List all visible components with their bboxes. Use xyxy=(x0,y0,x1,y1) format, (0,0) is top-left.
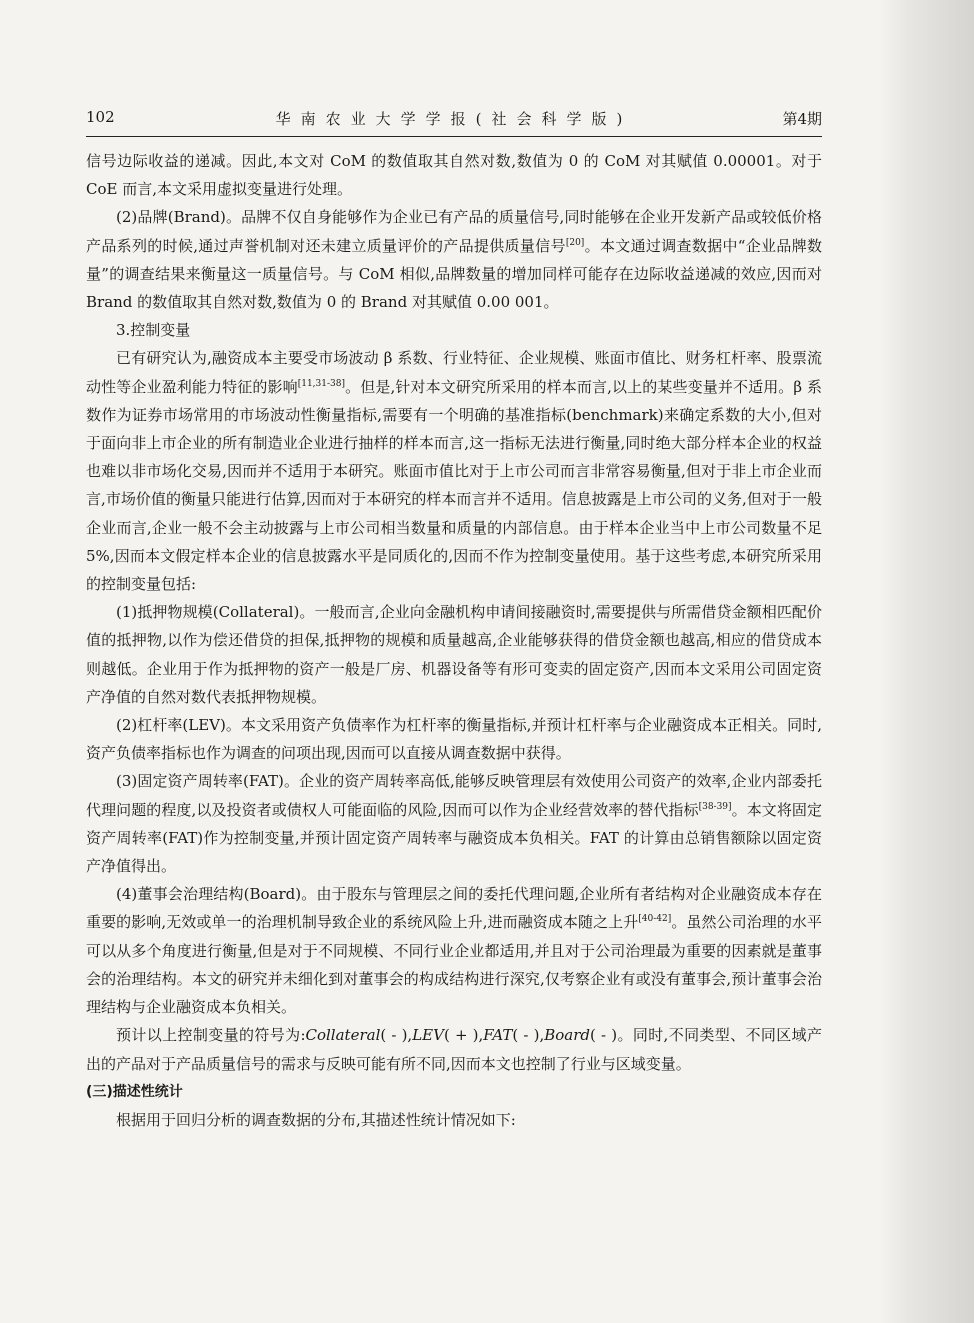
var-board: Board xyxy=(544,1026,591,1045)
text: (2)品牌(Brand)。品牌不仅自身能够作为企业已有产品的质量信号,同时能够在企业开发新产品或较低价格产品系列的时候,通过声誉机制对还未建立质量评价的产品提供质量信号 xyxy=(86,208,822,255)
text: 。虽然公司治理的水平可以从多个角度进行衡量,但是对于不同规模、不同行业企业都适用,并且对于公司治理最为重要的因素就是董事会的治理结构。本文的研究并未细化到对董事会的构成结构进行深究,仅考察企业有或没有董事会,预计董事会治理结构与企业融资成本负相关。 xyxy=(86,913,822,1017)
section-heading-descriptive: (三)描述性统计 xyxy=(86,1083,183,1100)
paragraph-control xyxy=(86,344,822,598)
paragraph-signs xyxy=(86,1021,822,1077)
scan-edge-shadow xyxy=(879,0,974,1323)
page-header xyxy=(86,108,822,132)
sign: ( - ), xyxy=(512,1026,545,1045)
journal-title: 华南农业大学学报(社会科学版) xyxy=(275,110,633,128)
citation: [40-42] xyxy=(638,914,672,925)
paragraph-lev: (2)杠杆率(LEV)。本文采用资产负债率作为杠杆率的衡量指标,并预计杠杆率与企业融资成本正相关。同时,资产负债率指标也作为调查的问项出现,因而可以直接从调查数据中获得。 xyxy=(86,716,822,763)
sign: ( + ), xyxy=(443,1026,484,1045)
article-body xyxy=(86,147,822,1134)
paragraph-brand xyxy=(86,203,822,316)
citation: [11,31-38] xyxy=(297,378,345,389)
citation: [38-39] xyxy=(698,801,732,812)
text: 预计以上控制变量的符号为: xyxy=(116,1026,306,1045)
text: 。但是,针对本文研究所采用的样本而言,以上的某些变量并不适用。β 系数作为证券市场常用的市场波动性衡量指标,需要有一个明确的基准指标(benchmark)来确定系数的大小,但对于面向非上市企业的所有制造业企业进行抽样的样本而言,这一指标无法进行衡量,同时绝大部分样本企业的权益也难以非市场化交易,因而并不适用于本研究。账面市值比对于上市公司而言非常容易衡量,但对于非上市企业而言,市场价值的衡量只能进行估算,因而对于本研究的样本而言并不适用。信息披露是上市公司的义务,但对于一般企业而言,企业一般不会主动披露与上市公司相当数量和质量的内部信息。由于样本企业当中上市公司数量不足 5%,因而本文假定样本企业的信息披露水平是同质化的,因而不作为控制变量使用。基于这些考虑,本研究所采用的控制变量包括: xyxy=(86,377,822,594)
page-number: 102 xyxy=(86,108,115,126)
paragraph-descriptive: 根据用于回归分析的调查数据的分布,其描述性统计情况如下: xyxy=(116,1110,516,1129)
sign: ( - ) xyxy=(590,1026,618,1045)
text: 。本文将固定资产周转率(FAT)作为控制变量,并预计固定资产周转率与融资成本负相关。FAT 的计算由总销售额除以固定资产净值得出。 xyxy=(86,800,822,876)
paragraph-board xyxy=(86,880,822,1021)
text: 。本文通过调查数据中“企业品牌数量”的调查结果来衡量这一质量信号。与 CoM 相似,品牌数量的增加同样可能存在边际收益递减的效应,因而对 Brand 的数值取其自然对数,数值为 0 的 Brand 对其赋值 0.00 001。 xyxy=(86,236,823,312)
var-fat: FAT xyxy=(483,1026,513,1045)
text: (3)固定资产周转率(FAT)。企业的资产周转率高低,能够反映管理层有效使用公司资产的效率,企业内部委托代理问题的程度,以及投资者或债权人可能面临的风险,因而可以作为企业经营效率的替代指标 xyxy=(86,772,822,819)
issue-number: 第4期 xyxy=(782,110,822,128)
text: 。同时,不同类型、不同区域产出的产品对于产品质量信号的需求与反映可能有所不同,因而本文也控制了行业与区域变量。 xyxy=(86,1026,823,1073)
paragraph-fat xyxy=(86,767,822,880)
text: 已有研究认为,融资成本主要受市场波动 β 系数、行业特征、企业规模、账面市值比、财务杠杆率、股票流动性等企业盈利能力特征的影响 xyxy=(86,349,822,396)
paragraph-collateral: (1)抵押物规模(Collateral)。一般而言,企业向金融机构申请间接融资时,需要提供与所需借贷金额相匹配价值的抵押物,以作为偿还借贷的担保,抵押物的规模和质量越高,企业能够获得的借贷金额也越高,相应的借贷成本则越低。企业用于作为抵押物的资产一般是厂房、机器设备等有形可变卖的固定资产,因而本文采用公司固定资产净值的自然对数代表抵押物规模。 xyxy=(86,603,822,706)
subheading-control-variables: 3.控制变量 xyxy=(116,321,191,340)
sign: ( - ), xyxy=(380,1026,413,1045)
text: (4)董事会治理结构(Board)。由于股东与管理层之间的委托代理问题,企业所有者结构对企业融资成本存在重要的影响,无效或单一的治理机制导致企业的系统风险上升,进而融资成本随之上升 xyxy=(86,885,822,932)
var-collateral: Collateral xyxy=(305,1026,381,1045)
var-lev: LEV xyxy=(412,1026,444,1045)
header-rule xyxy=(86,136,822,137)
paragraph: 信号边际收益的递减。因此,本文对 CoM 的数值取其自然对数,数值为 0 的 CoM 对其赋值 0.00001。对于 CoE 而言,本文采用虚拟变量进行处理。 xyxy=(86,152,822,199)
citation: [20] xyxy=(565,237,585,248)
